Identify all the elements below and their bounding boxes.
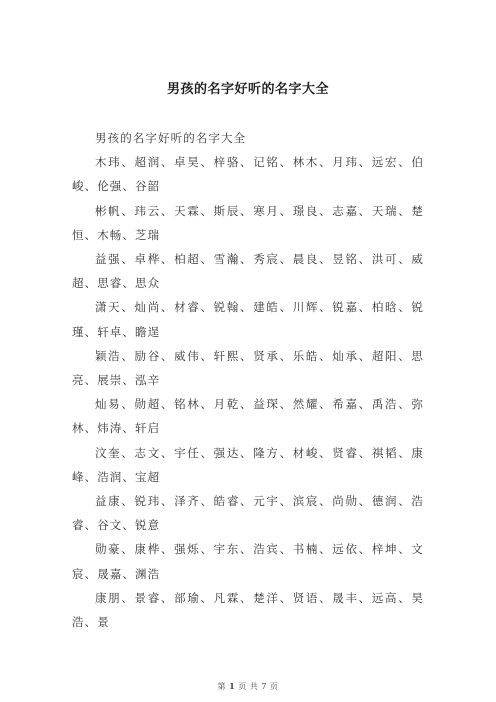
name-list-paragraph: 康朋、景睿、部瑜、凡霖、楚洋、贤语、晟丰、远高、昊浩、景 — [72, 590, 424, 630]
name-list-paragraph: 益康、锐玮、泽齐、皓睿、元宇、滨宸、尚勋、德润、浩睿、谷文、锐意 — [72, 494, 424, 533]
document-title: 男孩的名字好听的名字大全 — [166, 82, 329, 97]
name-list-paragraph: 勋豪、康桦、强烁、宇东、浩宾、书楠、远依、梓坤、文宸、晟嘉、渊浩 — [72, 542, 424, 581]
name-list-paragraph: 木玮、超润、卓昊、梓骆、记铭、林木、月玮、远宏、伯峻、伦强、谷韶 — [72, 155, 424, 194]
name-list-paragraph: 益强、卓桦、柏超、雪瀚、秀宸、晨良、昱铭、洪可、威超、思睿、思众 — [72, 252, 424, 291]
name-list-paragraph: 汶奎、志文、宇任、强达、隆方、材峻、贤睿、祺韬、康峰、浩润、宝超 — [72, 445, 424, 484]
document-body — [72, 126, 424, 634]
page-footer — [0, 681, 496, 692]
name-list-paragraph: 潇天、灿尚、材睿、锐翰、建皓、川辉、锐嘉、柏晗、锐瑾、轩卓、瞻逞 — [72, 300, 424, 339]
current-page-number: 1 — [229, 681, 236, 691]
name-list-paragraph: 颖浩、励谷、威伟、轩熙、贤承、乐皓、灿承、超阳、思亮、展崇、泓辛 — [72, 348, 424, 388]
name-list-paragraph: 灿易、勋超、铭林、月乾、益琛、然耀、希嘉、禹浩、弥林、炜涛、轩启 — [72, 397, 424, 436]
footer-prefix: 第 — [217, 682, 227, 691]
total-pages-number: 7 — [261, 682, 267, 691]
footer-middle: 页 共 — [238, 682, 259, 691]
intro-line: 男孩的名字好听的名字大全 — [95, 131, 247, 145]
name-list-paragraph: 彬帆、玮云、天霖、斯辰、寒月、璟良、志嘉、天瑞、楚恒、木畅、芝瑞 — [72, 203, 424, 242]
footer-suffix: 页 — [269, 682, 279, 691]
